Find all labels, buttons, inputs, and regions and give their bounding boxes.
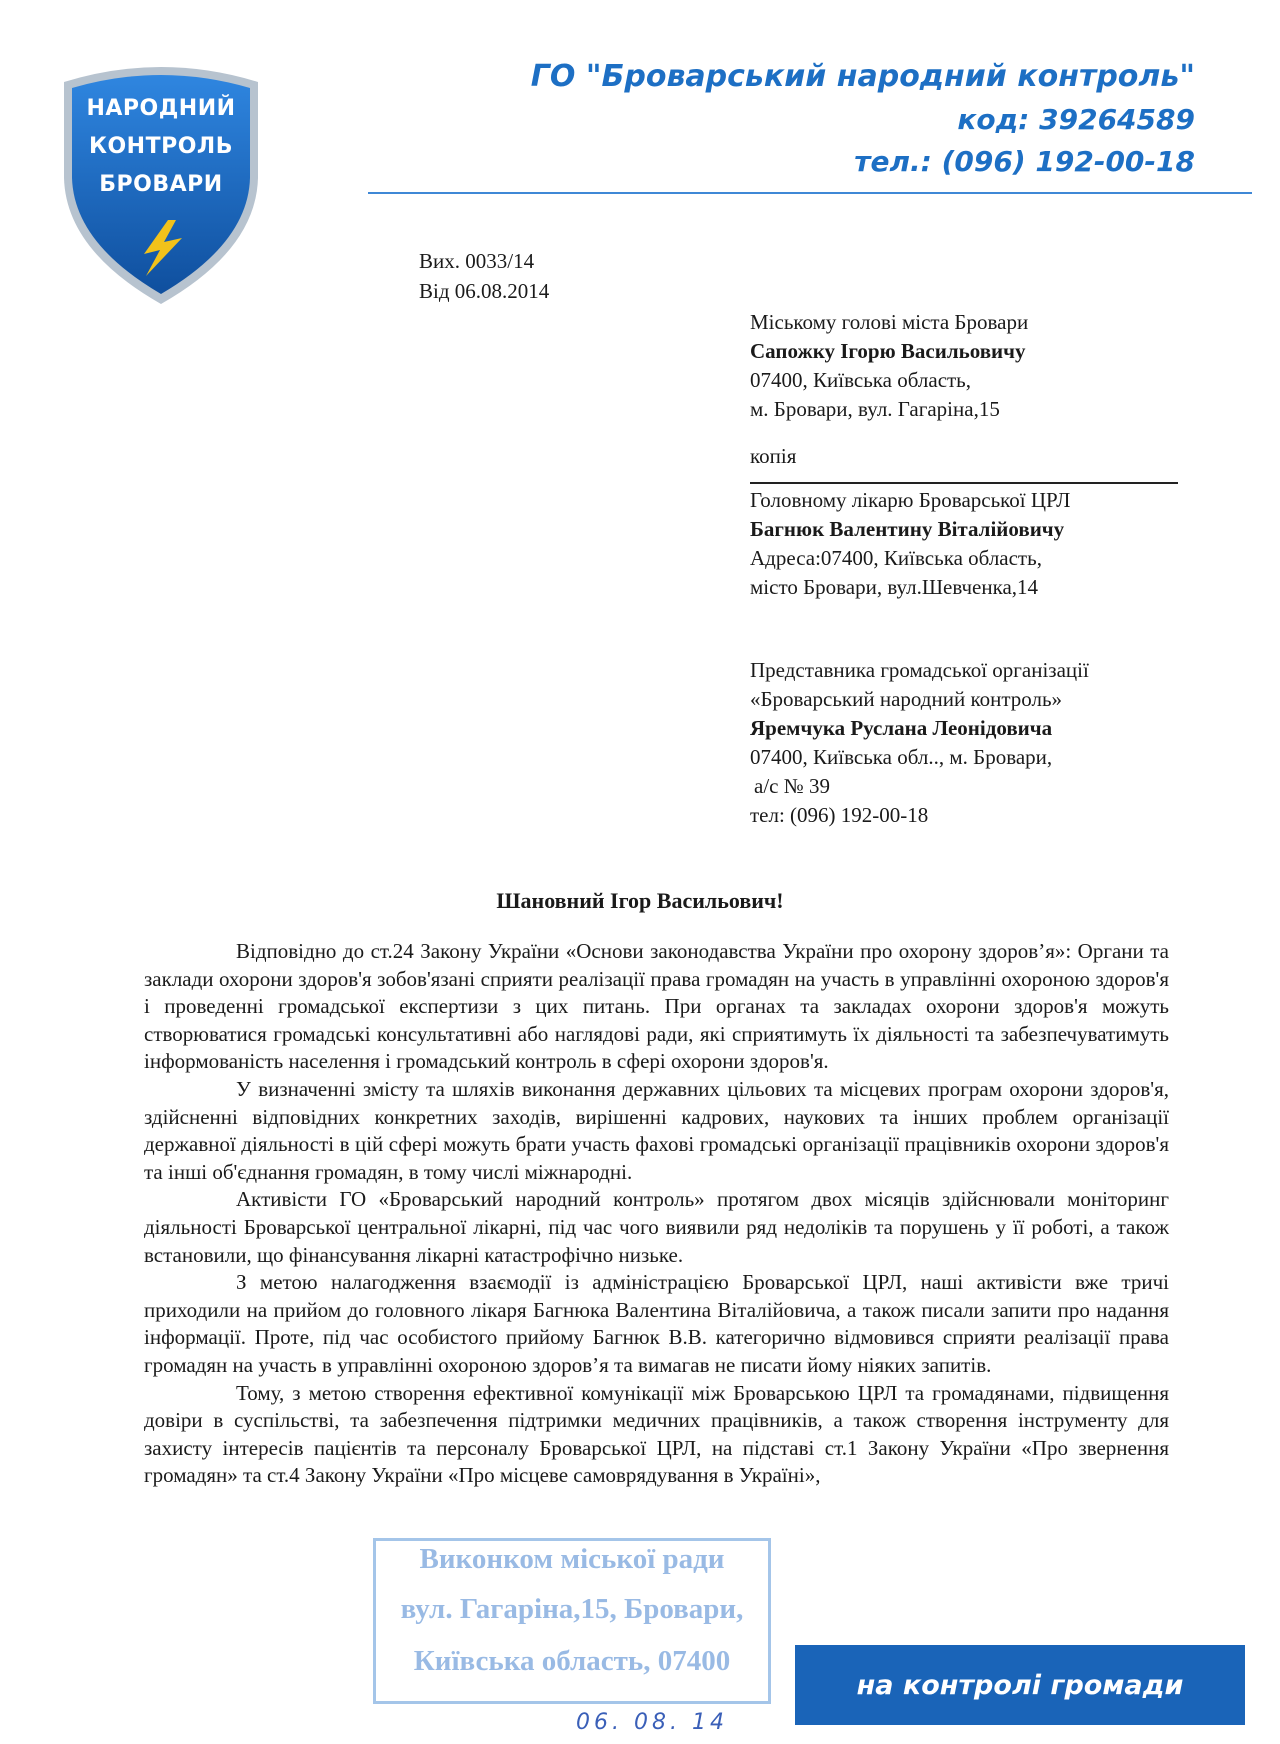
sender-name: Яремчука Руслана Леонідовича [750,716,1053,740]
stamp-line: Виконком міської ради [419,1543,725,1575]
letter-body [144,938,1169,1490]
copy-recipient-name: Багнюк Валентину Віталійовичу [750,517,1065,541]
outgoing-ref: Вих. 0033/14 [419,249,535,273]
logo-text [56,90,266,204]
stamp-line: вул. Гагаріна,15, Бровари, [400,1593,744,1625]
outgoing-number [419,246,549,306]
copy-recipient-address: Адреса:07400, Київська область, [750,546,1042,570]
footer-slogan: на контролі громади [856,1669,1184,1701]
body-paragraph: Відповідно до ст.24 Закону України «Основи законодавства України про охорону здоров’я»: Органи та заклади охорони здоров'я зобов'язані сприяти реалізації права громадян на участь в управлінні охороною здоров'я і проведенні громадської експертизи з цих питань. При органах та закладах охорони здоров'я можуть створюватися громадські консультативні або наглядові ради, які сприятимуть їх діяльності та забезпечуватимуть інформованість населення і громадський контроль в сфері охорони здоров'я. [144,939,1169,1074]
body-paragraph: Тому, з метою створення ефективної комунікації між Броварською ЦРЛ та громадянами, підвищення довіри в суспільстві, та забезпечення підтримки медичних працівників, а також створення інструменту для захисту інтересів пацієнтів та персоналу Броварської ЦРЛ, на підставі ст.1 Закону України «Про звернення громадян» та ст.4 Закону України «Про місцеве самоврядування в Україні», [144,1380,1169,1488]
recipient-title: Міському голові міста Бровари [750,310,1029,334]
sender-phone: тел: (096) 192-00-18 [750,803,929,827]
body-paragraph: З метою налагодження взаємодії із адміністрацією Броварської ЦРЛ, наші активісти вже тричі приходили на прийом до головного лікаря Багнюка Валентина Віталійовича, а також писали запити про надання інформації. Проте, під час особистого прийому Багнюк В.В. категорично відмовився сприяти реалізації права громадян на участь в управлінні охороною здоров’я та вимагав не писати йому ніяких запитів. [144,1270,1169,1377]
recipient-address: м. Бровари, вул. Гагаріна,15 [750,397,1000,421]
sender-block [750,656,1089,830]
copy-recipient-block [750,486,1070,602]
sender-org: «Броварський народний контроль» [750,687,1063,711]
org-header [531,55,1195,183]
salutation: Шановний Ігор Васильович! [496,888,784,913]
copy-recipient-title: Головному лікарю Броварської ЦРЛ [750,488,1071,512]
logo-line: КОНТРОЛЬ [89,134,233,159]
body-paragraph: Активісти ГО «Броварський народний контроль» протягом двох місяців здійснювали моніторинг діяльності Броварської центральної лікарні, під час чого виявили ряд недоліків та порушень у її роботі, а також встановили, що фінансування лікарні катастрофічно низьке. [144,1187,1169,1267]
stamp-line: Київська область, 07400 [413,1645,731,1677]
copy-recipient-address: місто Бровари, вул.Шевченка,14 [750,575,1039,599]
org-name: ГО "Броварський народний контроль" [530,59,1195,94]
recipient-address: 07400, Київська область, [750,368,972,392]
logo [56,60,266,310]
sender-po-box: а/с № 39 [754,774,831,798]
recipient-name: Сапожку Ігорю Васильовичу [750,339,1026,363]
header-divider [368,192,1252,194]
stamp-handwritten-date: 06. 08. 14 [576,1710,728,1735]
outgoing-date: Від 06.08.2014 [419,279,550,303]
org-code: код: 39264589 [957,103,1195,136]
logo-line: БРОВАРИ [99,172,223,197]
copy-divider [750,482,1178,484]
copy-label: копія [750,444,797,468]
body-paragraph: У визначенні змісту та шляхів виконання державних цільових та місцевих програм охорони здоров'я, здійсненні відповідних конкретних заходів, вирішенні кадрових, наукових та інших проблем організації державної діяльності в цій сфері можуть брати участь фахові громадські організації працівників охорони здоров'я та інші об'єднання громадян, в тому числі міжнародні. [144,1076,1169,1184]
footer-banner [795,1645,1245,1725]
sender-title: Представника громадської організації [750,658,1089,682]
sender-address: 07400, Київська обл.., м. Бровари, [750,745,1053,769]
logo-line: НАРОДНИЙ [86,96,236,121]
received-stamp [373,1538,771,1704]
org-phone: тел.: (096) 192-00-18 [854,145,1195,178]
recipient-block [750,308,1028,471]
